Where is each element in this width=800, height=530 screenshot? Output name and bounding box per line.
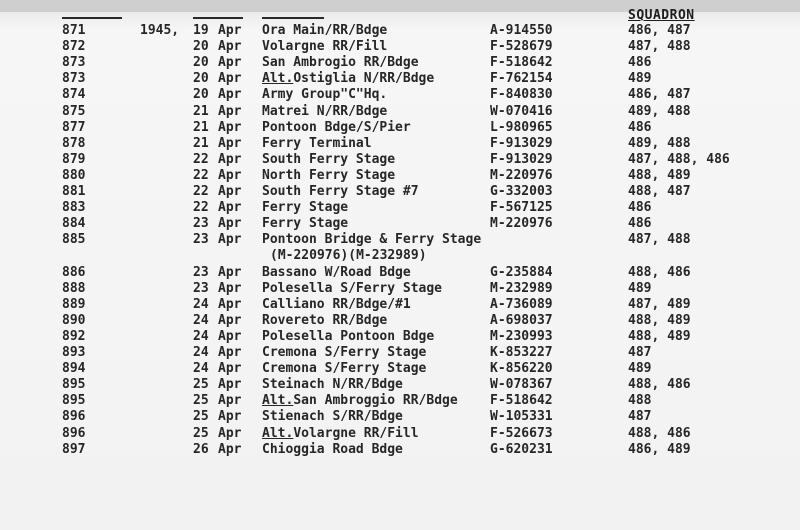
coordinate: F-526673 [490, 425, 553, 441]
squadron-header: SQUADRON [628, 8, 695, 23]
mission-row [0, 409, 800, 425]
day: 24 [193, 328, 209, 344]
mission-row [0, 442, 800, 458]
mission-row [0, 426, 800, 442]
target [262, 426, 419, 442]
mission-number: 879 [62, 151, 86, 167]
target-name: Steinach N/RR/Bdge [262, 377, 403, 393]
mission-row [0, 232, 800, 248]
coordinate: M-220976 [490, 167, 553, 183]
mission-number: 896 [62, 425, 86, 441]
target [262, 345, 426, 361]
coordinate: G-235884 [490, 264, 553, 280]
month: Apr [218, 425, 242, 441]
target-name: Matrei N/RR/Bdge [262, 103, 388, 119]
squadrons: 486 [628, 200, 652, 216]
mission-number: 873 [62, 71, 86, 87]
squadrons: 488 [628, 393, 652, 409]
mission-row [0, 329, 800, 345]
target-name: Pontoon Bdge/S/Pier [262, 119, 411, 135]
mission-number: 892 [62, 328, 86, 344]
mission-number: 890 [62, 312, 86, 328]
day: 25 [193, 393, 209, 409]
day: 20 [193, 55, 209, 71]
month: Apr [218, 55, 242, 71]
month: Apr [218, 184, 242, 199]
coordinate: F-518642 [490, 55, 553, 71]
mission-number: 889 [62, 296, 86, 312]
day: 25 [193, 377, 209, 393]
day: 20 [193, 87, 209, 103]
coordinate: F-567125 [490, 200, 553, 216]
squadrons: 487, 489 [628, 296, 691, 312]
target [262, 184, 419, 200]
target-name: Cremona S/Ferry Stage [262, 361, 427, 377]
target [262, 442, 403, 458]
target-name: Chioggia Road Bdge [262, 441, 403, 457]
target-name: Stienach S/RR/Bdge [262, 409, 403, 425]
day: 23 [193, 232, 209, 248]
month: Apr [218, 280, 242, 296]
mission-row [0, 345, 800, 361]
target-name: Ora Main/RR/Bdge [262, 23, 388, 38]
target [270, 248, 427, 264]
header-rule-target [262, 17, 324, 19]
day: 23 [193, 280, 209, 296]
target [262, 23, 387, 39]
coordinate: G-332003 [490, 184, 553, 199]
day: 20 [193, 39, 209, 55]
coordinate: M-230993 [490, 328, 553, 344]
mission-row [0, 393, 800, 409]
day: 26 [193, 441, 209, 457]
day: 19 [193, 23, 209, 38]
target-name: Polesella Pontoon Bdge [262, 328, 435, 344]
mission-number: 895 [62, 393, 86, 409]
target [262, 409, 403, 425]
target-name: Ferry Terminal [262, 135, 372, 151]
coordinate: F-913029 [490, 135, 553, 151]
target-name: Pontoon Bridge & Ferry Stage [262, 232, 482, 248]
header-rule-mission [62, 17, 122, 19]
coordinate: W-105331 [490, 409, 553, 425]
month: Apr [218, 39, 242, 55]
target [262, 39, 387, 55]
coordinate: G-620231 [490, 441, 553, 457]
month: Apr [218, 312, 242, 328]
target-name: San Ambrogio RR/Bdge [262, 55, 419, 71]
day: 23 [193, 264, 209, 280]
squadrons: 486 [628, 216, 652, 232]
day: 24 [193, 296, 209, 312]
mission-number: 884 [62, 216, 86, 232]
mission-number: 874 [62, 87, 86, 103]
target [262, 87, 387, 103]
year: 1945, [140, 23, 180, 38]
squadrons: 489 [628, 280, 652, 296]
mission-row [0, 55, 800, 71]
target-name: North Ferry Stage [262, 167, 396, 183]
month: Apr [218, 23, 242, 38]
alternate-prefix: Alt. [262, 393, 294, 409]
month: Apr [218, 87, 242, 103]
squadrons: 488, 487 [628, 184, 691, 199]
squadrons: 487, 488 [628, 232, 691, 248]
month: Apr [218, 71, 242, 87]
alternate-prefix: Alt. [262, 71, 294, 87]
day: 24 [193, 312, 209, 328]
mission-row [0, 297, 800, 313]
target-name: South Ferry Stage #7 [262, 184, 419, 199]
mission-number: 885 [62, 232, 86, 248]
mission-number: 880 [62, 167, 86, 183]
coordinate: F-528679 [490, 39, 553, 55]
target [262, 377, 403, 393]
mission-row [0, 377, 800, 393]
mission-number: 893 [62, 345, 86, 360]
squadrons: 489 [628, 361, 652, 377]
squadrons: 486, 489 [628, 441, 691, 457]
day: 21 [193, 119, 209, 135]
mission-row [0, 265, 800, 281]
mission-number: 881 [62, 184, 86, 199]
squadrons: 487 [628, 345, 652, 360]
squadrons: 488, 489 [628, 328, 691, 344]
coordinate: F-762154 [490, 71, 553, 87]
target-name: Army Group"C"Hq. [262, 87, 388, 103]
month: Apr [218, 167, 242, 183]
coordinate: A-698037 [490, 312, 553, 328]
mission-row [0, 104, 800, 120]
target-name: Ostiglia N/RR/Bdge [293, 71, 435, 87]
target-name: Ferry Stage [262, 200, 349, 216]
month: Apr [218, 264, 242, 280]
target-name: Volargne RR/Fill [262, 39, 388, 55]
target [262, 393, 458, 409]
coordinate: K-853227 [490, 345, 553, 360]
month: Apr [218, 377, 242, 393]
target [262, 232, 481, 248]
mission-row [0, 39, 800, 55]
target [262, 136, 372, 152]
target [262, 120, 411, 136]
month: Apr [218, 151, 242, 167]
coordinate: M-232989 [490, 280, 553, 296]
target-name: Ferry Stage [262, 216, 349, 232]
target-name: Rovereto RR/Bdge [262, 312, 388, 328]
mission-number: 894 [62, 361, 86, 377]
squadrons: 488, 486 [628, 425, 691, 441]
coordinate: A-736089 [490, 296, 553, 312]
mission-row [0, 136, 800, 152]
squadrons: 486, 487 [628, 87, 691, 103]
month: Apr [218, 328, 242, 344]
day: 25 [193, 425, 209, 441]
target [262, 329, 434, 345]
day: 21 [193, 135, 209, 151]
month: Apr [218, 296, 242, 312]
target-name: South Ferry Stage [262, 151, 396, 167]
target [262, 168, 395, 184]
day: 24 [193, 345, 209, 360]
month: Apr [218, 393, 242, 409]
mission-row [0, 71, 800, 87]
target [262, 152, 395, 168]
target-name: Bassano W/Road Bdge [262, 264, 411, 280]
mission-number: 895 [62, 377, 86, 393]
day: 23 [193, 216, 209, 232]
coordinate: F-913029 [490, 151, 553, 167]
target-name: Calliano RR/Bdge/#1 [262, 296, 411, 312]
month: Apr [218, 135, 242, 151]
day: 22 [193, 200, 209, 216]
mission-number: 883 [62, 200, 86, 216]
coordinate: W-070416 [490, 103, 553, 119]
month: Apr [218, 216, 242, 232]
mission-row [0, 200, 800, 216]
mission-row [0, 168, 800, 184]
mission-number: 897 [62, 441, 86, 457]
squadrons: 488, 489 [628, 167, 691, 183]
mission-row [0, 313, 800, 329]
month: Apr [218, 200, 242, 216]
month: Apr [218, 441, 242, 457]
squadrons: 486 [628, 55, 652, 71]
squadrons: 489, 488 [628, 135, 691, 151]
day: 25 [193, 409, 209, 425]
target [262, 55, 419, 71]
squadrons: 488, 489 [628, 312, 691, 328]
target [262, 313, 387, 329]
day: 21 [193, 103, 209, 119]
alternate-prefix: Alt. [262, 425, 294, 441]
target-name: Volargne RR/Fill [293, 425, 419, 441]
target [262, 265, 411, 281]
coordinate: F-518642 [490, 393, 553, 409]
target [262, 361, 426, 377]
mission-row-continuation [0, 248, 800, 264]
squadrons: 487 [628, 409, 652, 425]
coordinate: F-840830 [490, 87, 553, 103]
mission-number: 878 [62, 135, 86, 151]
mission-number: 886 [62, 264, 86, 280]
mission-number: 896 [62, 409, 86, 425]
coordinate: M-220976 [490, 216, 553, 232]
mission-number: 872 [62, 39, 86, 55]
target-name: Polesella S/Ferry Stage [262, 280, 443, 296]
day: 22 [193, 151, 209, 167]
mission-number: 877 [62, 119, 86, 135]
coordinate: L-980965 [490, 119, 553, 135]
squadrons: 486 [628, 119, 652, 135]
mission-number: 873 [62, 55, 86, 71]
mission-number: 888 [62, 280, 86, 296]
squadrons: 486, 487 [628, 23, 691, 38]
day: 24 [193, 361, 209, 377]
squadrons: 488, 486 [628, 264, 691, 280]
mission-row [0, 216, 800, 232]
mission-row [0, 152, 800, 168]
month: Apr [218, 361, 242, 377]
mission-row [0, 184, 800, 200]
squadrons: 489 [628, 71, 652, 87]
target [262, 71, 434, 87]
month: Apr [218, 409, 242, 425]
month: Apr [218, 103, 242, 119]
target-name: San Ambroggio RR/Bdge [293, 393, 458, 409]
target [262, 200, 348, 216]
squadrons: 489, 488 [628, 103, 691, 119]
coordinate: W-078367 [490, 377, 553, 393]
squadrons: 487, 488, 486 [628, 151, 730, 167]
day: 20 [193, 71, 209, 87]
coordinate: K-856220 [490, 361, 553, 377]
day: 22 [193, 167, 209, 183]
target-name: Cremona S/Ferry Stage [262, 345, 427, 360]
target-name: (M-220976)(M-232989) [270, 248, 427, 264]
coordinate: A-914550 [490, 23, 553, 38]
mission-row [0, 120, 800, 136]
month: Apr [218, 345, 242, 360]
squadrons: 488, 486 [628, 377, 691, 393]
mission-number: 871 [62, 23, 86, 38]
month: Apr [218, 119, 242, 135]
mission-row [0, 87, 800, 103]
target [262, 281, 442, 297]
header-rule-date [193, 17, 243, 19]
month: Apr [218, 232, 242, 248]
mission-row [0, 281, 800, 297]
day: 22 [193, 184, 209, 199]
squadrons: 487, 488 [628, 39, 691, 55]
target [262, 297, 411, 313]
mission-row [0, 23, 800, 39]
mission-row [0, 361, 800, 377]
mission-number: 875 [62, 103, 86, 119]
target [262, 104, 387, 120]
target [262, 216, 348, 232]
